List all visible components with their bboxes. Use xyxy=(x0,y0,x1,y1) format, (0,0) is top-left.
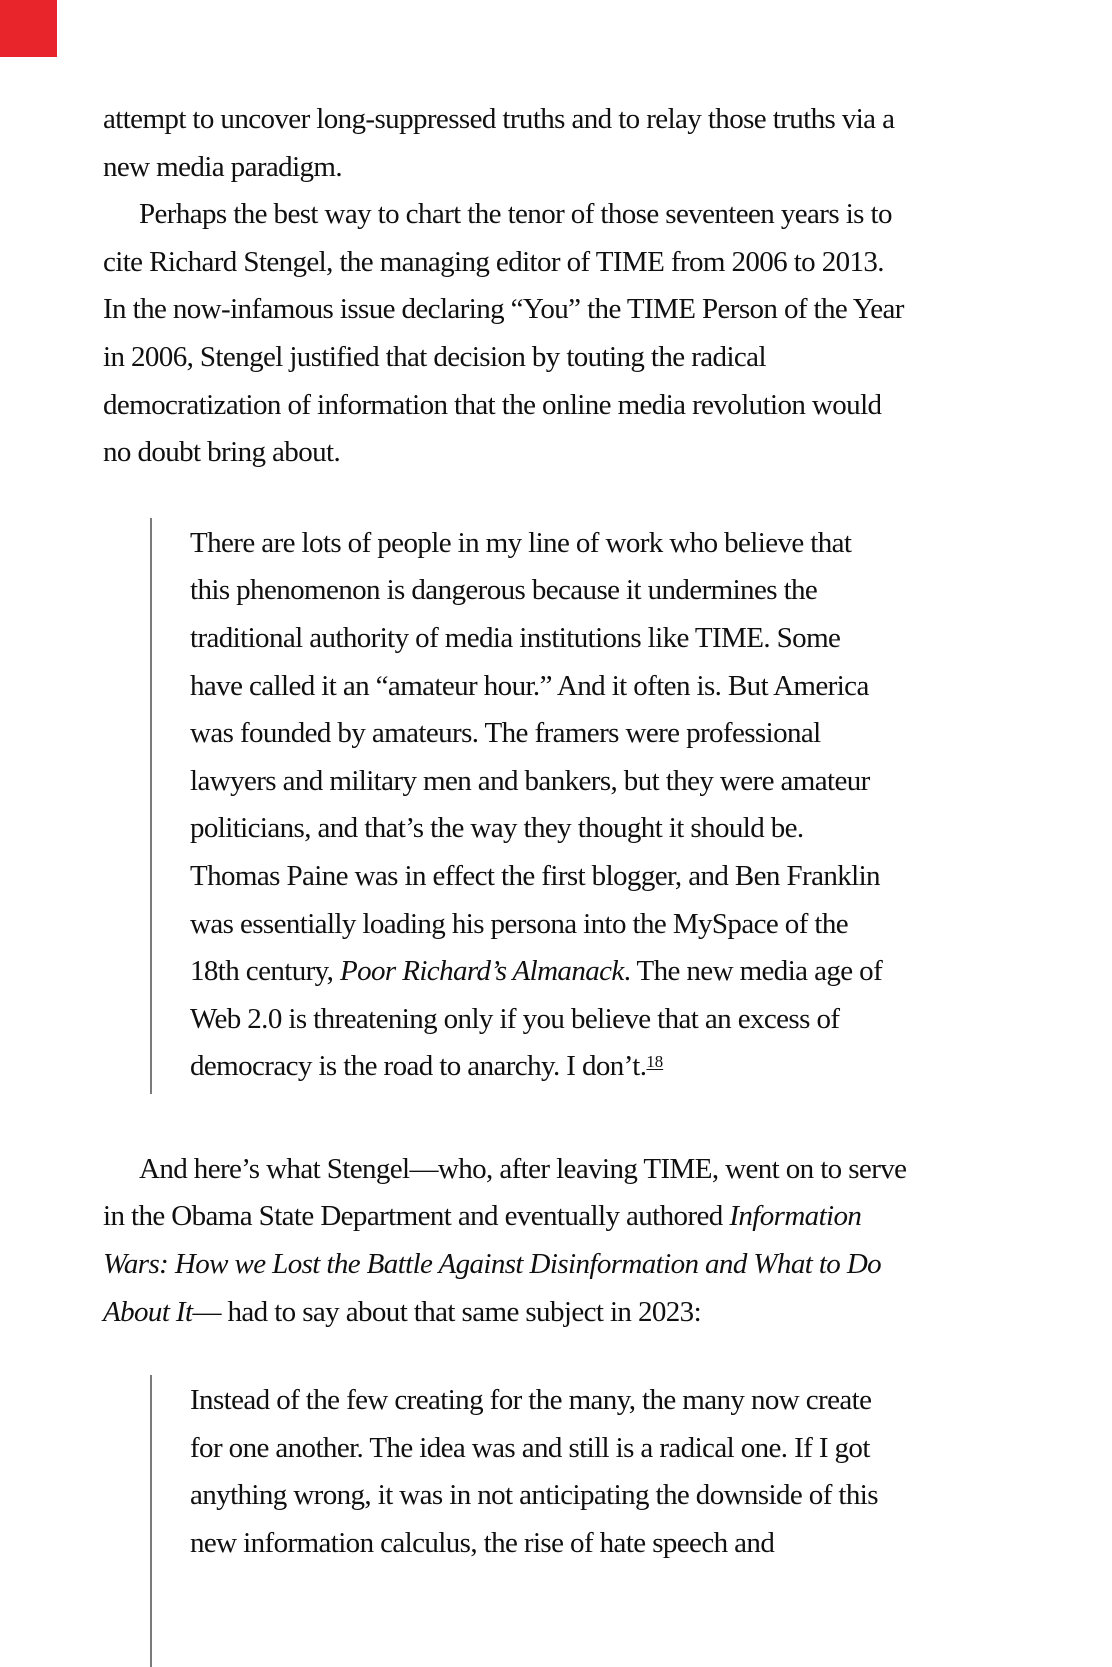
text-line xyxy=(190,615,985,663)
text-segment: 18th century, xyxy=(190,955,340,988)
text-segment: traditional authority of media institutions like TIME. Some xyxy=(190,621,841,654)
text-line xyxy=(103,286,985,334)
text-segment: . The new media age of xyxy=(623,955,883,988)
text-segment: Perhaps the best way to chart the tenor of those seventeen years is to xyxy=(139,198,892,231)
text-line xyxy=(190,567,985,615)
text-line xyxy=(190,520,985,568)
text-segment: democracy is the road to anarchy. I don’t. xyxy=(190,1050,647,1083)
text-segment: And here’s what Stengel—who, after leaving TIME, went on to serve xyxy=(139,1152,907,1185)
text-line xyxy=(190,996,985,1044)
italic-text: Information xyxy=(729,1200,862,1233)
text-line xyxy=(190,1520,985,1568)
text-line xyxy=(103,382,985,430)
text-segment: was founded by amateurs. The framers were professional xyxy=(190,717,821,750)
text-line xyxy=(103,1241,985,1289)
text-line xyxy=(190,1425,985,1473)
text-segment: cite Richard Stengel, the managing editor of TIME from 2006 to 2013. xyxy=(103,245,884,278)
text-segment: was essentially loading his persona into the MySpace of the xyxy=(190,907,849,940)
text-segment: Web 2.0 is threatening only if you believe that an excess of xyxy=(190,1002,840,1035)
text-line xyxy=(103,1193,985,1241)
text-line xyxy=(103,1146,985,1194)
paragraph-stengel-2023-intro xyxy=(103,1146,985,1336)
text-line xyxy=(190,853,985,901)
text-segment: Instead of the few creating for the many, the many now create xyxy=(190,1384,872,1417)
text-segment: have called it an “amateur hour.” And it often is. But America xyxy=(190,669,869,702)
text-line xyxy=(190,805,985,853)
text-segment: lawyers and military men and bankers, but they were amateur xyxy=(190,764,870,797)
text-line xyxy=(103,334,985,382)
text-segment: this phenomenon is dangerous because it undermines the xyxy=(190,574,818,607)
text-line xyxy=(190,710,985,758)
text-segment: There are lots of people in my line of work who believe that xyxy=(190,526,852,559)
text-line xyxy=(190,901,985,949)
text-line xyxy=(190,1472,985,1520)
paragraph-stengel-intro xyxy=(103,191,985,477)
text-segment: politicians, and that’s the way they thought it should be. xyxy=(190,812,804,845)
text-line xyxy=(190,663,985,711)
text-segment: attempt to uncover long-suppressed truths and to relay those truths via a xyxy=(103,103,895,135)
text-line xyxy=(190,758,985,806)
text-line xyxy=(190,1043,985,1094)
text-line xyxy=(103,239,985,287)
blockquote-stengel-2023 xyxy=(150,1375,985,1667)
text-line xyxy=(103,429,985,477)
text-segment: no doubt bring about. xyxy=(103,436,341,469)
text-segment: new media paradigm. xyxy=(103,150,343,183)
paragraph-intro xyxy=(103,96,985,191)
text-segment: in 2006, Stengel justified that decision by touting the radical xyxy=(103,340,766,373)
text-line xyxy=(103,144,985,192)
text-line xyxy=(190,948,985,996)
footnote-ref-18[interactable]: 18 xyxy=(646,1051,664,1071)
italic-text: About It xyxy=(103,1295,193,1328)
text-segment: for one another. The idea was and still is a radical one. If I got xyxy=(190,1431,870,1464)
text-line xyxy=(103,1289,985,1337)
text-line xyxy=(190,1377,985,1425)
blockquote-stengel-2006 xyxy=(150,518,985,1094)
page-content xyxy=(103,96,985,1667)
text-segment: democratization of information that the online media revolution would xyxy=(103,388,882,421)
text-segment: In the now-infamous issue declaring “You” the TIME Person of the Year xyxy=(103,293,904,326)
text-segment: anything wrong, it was in not anticipating the downside of this xyxy=(190,1479,878,1512)
italic-text: Wars: How we Lost the Battle Against Disinformation and What to Do xyxy=(103,1248,882,1281)
text-segment: in the Obama State Department and eventually authored xyxy=(103,1200,730,1233)
italic-text: Poor Richard’s Almanack xyxy=(339,955,624,988)
text-line xyxy=(103,191,985,239)
text-segment: new information calculus, the rise of hate speech and xyxy=(190,1527,775,1560)
text-segment: — had to say about that same subject in 2023: xyxy=(192,1295,702,1328)
text-line xyxy=(103,96,985,144)
text-segment: Thomas Paine was in effect the first blogger, and Ben Franklin xyxy=(190,859,880,892)
red-marker xyxy=(0,0,57,57)
